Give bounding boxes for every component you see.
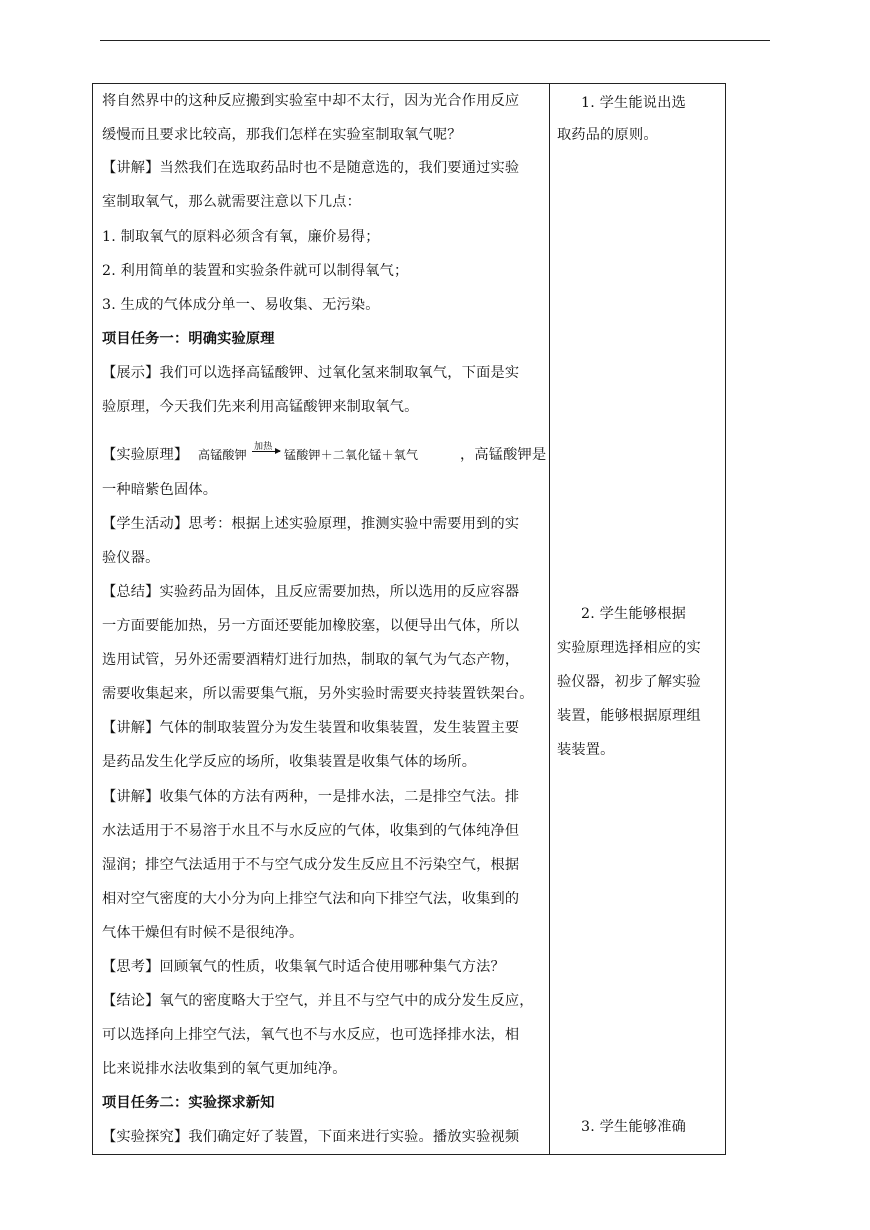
- content-line: 室制取氧气，那么就需要注意以下几点：: [102, 194, 361, 210]
- objective-line: 取药品的原则。: [557, 127, 658, 143]
- content-line: 【讲解】当然我们在选取药品时也不是随意选的，我们要通过实验: [102, 160, 520, 176]
- content-line: 一方面要能加热，另一方面还要能加橡胶塞，以便导出气体，所以: [102, 618, 520, 634]
- content-line: 将自然界中的这种反应搬到实验室中却不太行，因为光合作用反应: [102, 93, 520, 109]
- content-line: 需要收集起来，所以需要集气瓶，另外实验时需要夹持装置铁架台。: [102, 686, 534, 702]
- section-heading: 项目任务二：实验探求新知: [102, 1095, 275, 1111]
- reaction-arrow-icon: [252, 451, 280, 452]
- content-line: 是药品发生化学反应的场所，收集装置是收集气体的场所。: [102, 754, 477, 770]
- objective-line: 3. 学生能够准确: [581, 1119, 686, 1135]
- content-line: 【实验探究】我们确定好了装置，下面来进行实验。播放实验视频: [102, 1129, 520, 1145]
- content-line: 湿润；排空气法适用于不与空气成分发生反应且不污染空气，根据: [102, 857, 520, 873]
- content-line: 【讲解】收集气体的方法有两种，一是排水法，二是排空气法。排: [102, 789, 520, 805]
- content-line: 【讲解】气体的制取装置分为发生装置和收集装置，发生装置主要: [102, 720, 520, 736]
- content-line: 相对空气密度的大小分为向上排空气法和向下排空气法，收集到的: [102, 891, 520, 907]
- objective-line: 实验原理选择相应的实: [557, 640, 701, 656]
- content-line: 【结论】氧气的密度略大于空气，并且不与空气中的成分发生反应，: [102, 993, 534, 1009]
- content-line: 【思考】回顾氧气的性质，收集氧气时适合使用哪种集气方法？: [102, 959, 505, 975]
- content-line: 选用试管，另外还需要酒精灯进行加热，制取的氧气为气态产物，: [102, 652, 520, 668]
- content-line: 水法适用于不易溶于水且不与水反应的气体，收集到的气体纯净但: [102, 823, 520, 839]
- content-line: 1. 制取氧气的原料必须含有氧，廉价易得；: [102, 229, 380, 245]
- reaction-equation: [198, 437, 438, 467]
- products-text: 锰酸钾＋二氧化锰＋氧气: [284, 448, 419, 462]
- reactant-text: 高锰酸钾: [198, 448, 247, 462]
- objective-line: 装置，能够根据原理组: [557, 708, 701, 724]
- content-line: 2. 利用简单的装置和实验条件就可以制得氧气；: [102, 263, 409, 279]
- content-line: 气体干燥但有时候不是很纯净。: [102, 925, 304, 941]
- content-line: 【总结】实验药品为固体，且反应需要加热，所以选用的反应容器: [102, 584, 520, 600]
- objective-line: 装装置。: [557, 742, 615, 758]
- header-rule: [100, 40, 770, 41]
- section-heading: 项目任务一：明确实验原理: [102, 331, 275, 347]
- reaction-label: 【实验原理】: [102, 447, 189, 463]
- content-line: 【展示】我们可以选择高锰酸钾、过氧化氢来制取氧气，下面是实: [102, 365, 520, 381]
- column-divider: [549, 84, 550, 1154]
- content-line: 一种暗紫色固体。: [102, 482, 218, 498]
- content-line: 验仪器。: [102, 550, 160, 566]
- reaction-trailing-text: ，高锰酸钾是: [460, 447, 547, 463]
- objective-line: 2. 学生能够根据: [581, 606, 686, 622]
- objective-line: 1. 学生能说出选: [581, 95, 686, 111]
- content-line: 可以选择向上排空气法，氧气也不与水反应，也可选择排水法，相: [102, 1027, 520, 1043]
- objective-line: 验仪器，初步了解实验: [557, 674, 701, 690]
- content-line: 【学生活动】思考：根据上述实验原理，推测实验中需要用到的实: [102, 516, 520, 532]
- content-line: 缓慢而且要求比较高，那我们怎样在实验室制取氧气呢？: [102, 127, 462, 143]
- content-line: 3. 生成的气体成分单一、易收集、无污染。: [102, 297, 380, 313]
- reaction-line: [102, 442, 547, 465]
- content-line: 验原理，今天我们先来利用高锰酸钾来制取氧气。: [102, 399, 419, 415]
- condition-text: 加热: [254, 442, 273, 452]
- lesson-table: [92, 83, 726, 1155]
- content-line: 比来说排水法收集到的氧气更加纯净。: [102, 1061, 347, 1077]
